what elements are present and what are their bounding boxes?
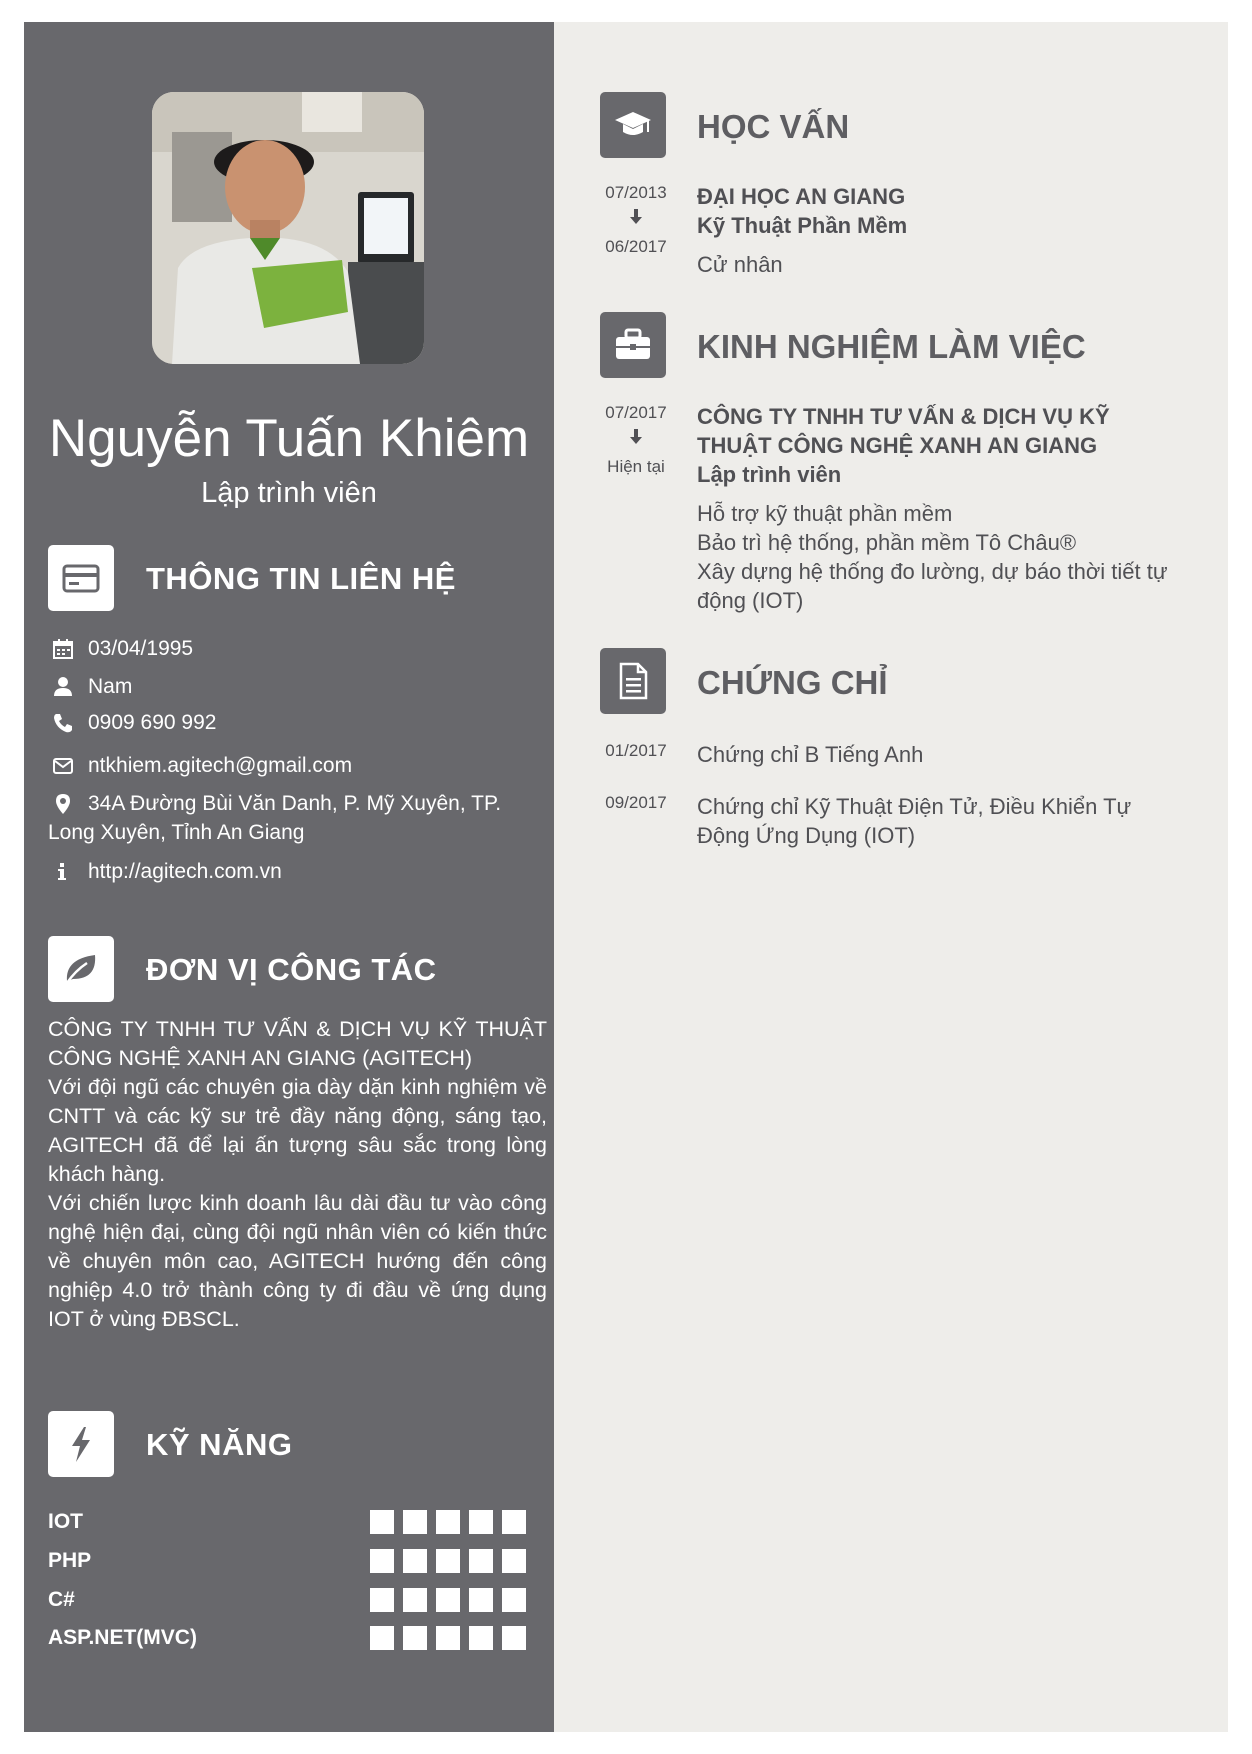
experience-section-title: KINH NGHIỆM LÀM VIỆC [697, 328, 1086, 365]
skill-row [48, 1509, 528, 1535]
info-icon [52, 861, 76, 883]
phone-text: 0909 690 992 [88, 711, 217, 734]
lightning-icon [48, 1411, 114, 1477]
date-to: Hiện tại [607, 457, 665, 476]
graduation-cap-icon [600, 92, 666, 158]
skill-name: C# [48, 1588, 75, 1611]
skill-row [48, 1587, 528, 1613]
certificates-section-title: CHỨNG CHỈ [697, 664, 888, 701]
contact-birthday [48, 634, 528, 663]
education-details [697, 182, 1187, 279]
briefcase-icon [600, 312, 666, 378]
skill-level-square-filled [502, 1510, 526, 1534]
skill-level-square-filled [436, 1549, 460, 1573]
certificate-details [697, 740, 1187, 769]
skill-level-square-filled [436, 1588, 460, 1612]
skill-level-square-filled [403, 1510, 427, 1534]
skill-level-square-filled [403, 1588, 427, 1612]
organization-paragraph-2: Với chiến lược kinh doanh lâu dài đầu tư vào công nghệ hiện đại, cùng đội ngũ nhân viên có kiến thức về chuyên môn cao, AGITECH hướng đến công nghiệp 4.0 trở thành công ty đi đầu về ứng dụng IOT ở vùng ĐBSCL. [48, 1191, 547, 1331]
duty-item: Xây dựng hệ thống đo lường, dự báo thời tiết tự động (IOT) [697, 559, 1168, 613]
organization-name: CÔNG TY TNHH TƯ VẤN & DỊCH VỤ KỸ THUẬT CÔNG NGHỆ XANH AN GIANG (AGITECH) [48, 1017, 547, 1070]
certificate-details [697, 792, 1187, 850]
skill-level-square-filled [436, 1626, 460, 1650]
skill-level-square-filled [502, 1588, 526, 1612]
experience-details [697, 402, 1187, 615]
birthday-text: 03/04/1995 [88, 637, 194, 660]
duty-item: Hỗ trợ kỹ thuật phần mềm [697, 501, 953, 526]
email-text: ntkhiem.agitech@gmail.com [88, 754, 353, 777]
skill-level-square-filled [370, 1588, 394, 1612]
envelope-icon [52, 755, 76, 777]
date-from: 07/2017 [605, 403, 667, 422]
major-name: Kỹ Thuật Phần Mềm [697, 213, 908, 238]
skill-level-square-filled [469, 1626, 493, 1650]
skill-level-square-filled [403, 1549, 427, 1573]
skill-level-square-filled [370, 1626, 394, 1650]
arrow-down-icon [600, 428, 672, 456]
skill-row [48, 1625, 528, 1651]
education-section-title: HỌC VẤN [697, 108, 850, 145]
position-name: Lập trình viên [697, 462, 842, 487]
contact-phone [48, 708, 528, 737]
main-content [554, 22, 1228, 1732]
website-link[interactable]: http://agitech.com.vn [88, 860, 282, 883]
certificate-name: Chứng chỉ Kỹ Thuật Điện Tử, Điều Khiển Tự Động Ứng Dụng (IOT) [697, 794, 1132, 848]
sidebar [24, 22, 554, 1732]
calendar-icon [52, 638, 76, 660]
contact-website [48, 857, 528, 886]
skill-level-square-filled [370, 1549, 394, 1573]
profile-photo [152, 92, 424, 364]
skill-name: PHP [48, 1549, 92, 1572]
skill-level-square-filled [436, 1510, 460, 1534]
leaf-icon [48, 936, 114, 1002]
skill-name: ASP.NET(MVC) [48, 1626, 197, 1649]
skill-level-square-filled [502, 1549, 526, 1573]
certificate-date: 01/2017 [605, 741, 667, 760]
experience-dates [600, 402, 672, 478]
skill-level-square-filled [403, 1626, 427, 1650]
skill-level-square-filled [469, 1510, 493, 1534]
date-to: 06/2017 [605, 237, 667, 256]
contact-address [48, 789, 528, 847]
phone-icon [52, 712, 76, 734]
document-icon [600, 648, 666, 714]
education-dates [600, 182, 672, 258]
skill-level-square-filled [370, 1510, 394, 1534]
school-name: ĐẠI HỌC AN GIANG [697, 184, 906, 209]
company-name: CÔNG TY TNHH TƯ VẤN & DỊCH VỤ KỸ THUẬT CÔNG NGHỆ XANH AN GIANG [697, 404, 1110, 458]
cv-page [24, 22, 1228, 1732]
profile-name: Nguyễn Tuấn Khiêm [48, 409, 530, 468]
contact-section-title: THÔNG TIN LIÊN HỆ [146, 561, 456, 596]
address-text: 34A Đường Bùi Văn Danh, P. Mỹ Xuyên, TP. Long Xuyên, Tỉnh An Giang [48, 792, 502, 844]
gender-text: Nam [88, 675, 133, 698]
profile-role: Lập trình viên [201, 477, 377, 509]
organization-paragraph-1: Với đội ngũ các chuyên gia dày dặn kinh nghiệm về CNTT và các kỹ sư trẻ đầy năng động, sáng tạo, AGITECH đã để lại ấn tượng sâu sắc trong lòng khách hàng. [48, 1075, 547, 1186]
user-icon [52, 676, 76, 698]
duty-item: Bảo trì hệ thống, phần mềm Tô Châu® [697, 530, 1077, 555]
skill-level-square-filled [469, 1549, 493, 1573]
contact-gender [48, 672, 528, 701]
date-from: 07/2013 [605, 183, 667, 202]
arrow-down-icon [600, 208, 672, 236]
certificate-date: 09/2017 [605, 793, 667, 812]
degree-text: Cử nhân [697, 252, 783, 277]
organization-description [48, 1015, 547, 1334]
skill-level-square-filled [502, 1626, 526, 1650]
certificate-name: Chứng chỉ B Tiếng Anh [697, 742, 924, 767]
organization-section-title: ĐƠN VỊ CÔNG TÁC [146, 952, 437, 987]
skill-level-square-filled [469, 1588, 493, 1612]
map-pin-icon [52, 793, 76, 815]
skills-section-title: KỸ NĂNG [146, 1427, 293, 1462]
contact-email [48, 751, 528, 780]
skill-name: IOT [48, 1510, 83, 1533]
id-card-icon [48, 545, 114, 611]
skill-row [48, 1548, 528, 1574]
